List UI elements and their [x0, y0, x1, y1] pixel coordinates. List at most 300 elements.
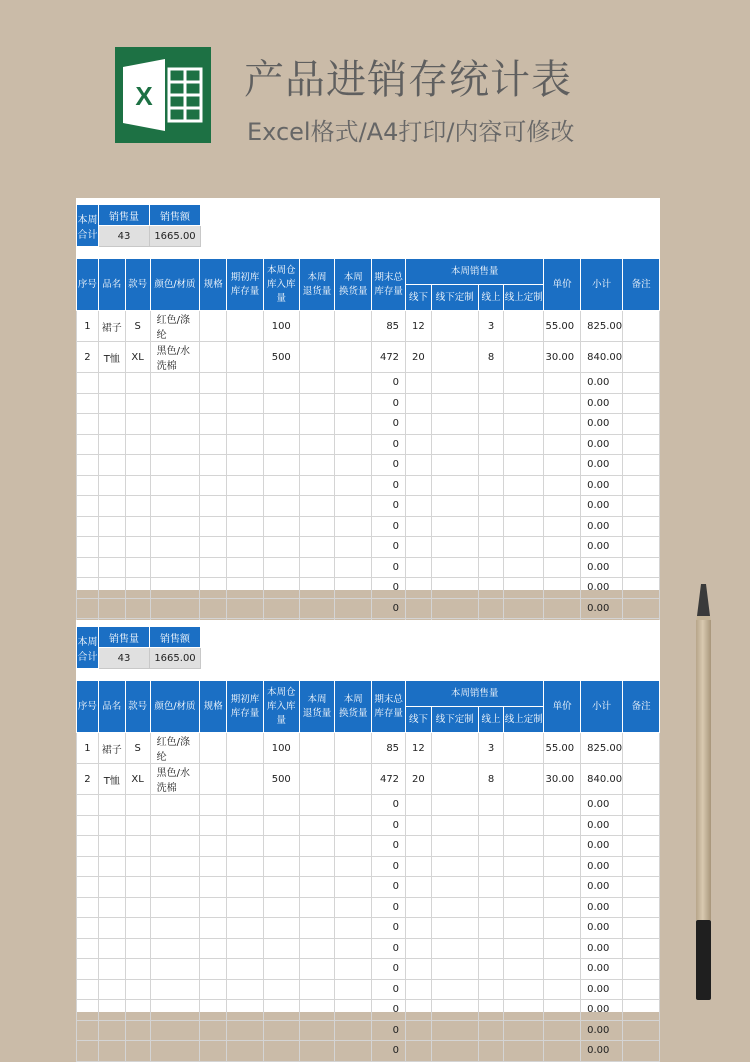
cell-name	[98, 836, 125, 857]
cell-offline-custom	[431, 578, 478, 599]
cell-model	[125, 938, 150, 959]
cell-opening	[227, 1000, 264, 1021]
cell-note	[623, 795, 660, 816]
cell-returns	[299, 475, 335, 496]
cell-note	[623, 856, 660, 877]
col-spec: 规格	[200, 259, 227, 311]
cell-exchange	[335, 475, 372, 496]
cell-spec	[200, 496, 227, 517]
cell-unit-price	[544, 1020, 581, 1041]
cell-seq	[77, 1000, 99, 1021]
cell-online	[478, 557, 504, 578]
cell-subtotal: 825.00	[581, 311, 623, 342]
cell-spec	[200, 959, 227, 980]
cell-unit-price	[544, 414, 581, 435]
cell-exchange	[335, 455, 372, 476]
cell-opening	[227, 373, 264, 394]
cell-online-custom	[504, 764, 544, 795]
sales-amount-value: 1665.00	[150, 648, 201, 669]
table-row	[77, 393, 660, 414]
sales-qty-value: 43	[99, 648, 150, 669]
cell-returns	[299, 516, 335, 537]
cell-color	[150, 475, 200, 496]
cell-spec	[200, 733, 227, 764]
cell-online-custom	[504, 475, 544, 496]
cell-subtotal: 0.00	[581, 836, 623, 857]
cell-exchange	[335, 733, 372, 764]
cell-model: S	[125, 311, 150, 342]
cell-online	[478, 414, 504, 435]
cell-online	[478, 598, 504, 619]
cell-name	[98, 815, 125, 836]
cell-color	[150, 836, 200, 857]
cell-online	[478, 516, 504, 537]
col-closing-line: 库存量	[374, 707, 403, 719]
cell-offline-custom	[431, 311, 478, 342]
page-title: 产品进销存统计表	[244, 57, 572, 103]
col-exchange	[335, 259, 372, 311]
cell-closing: 0	[372, 598, 406, 619]
cell-offline	[406, 496, 432, 517]
col-subtotal: 小计	[581, 259, 623, 311]
cell-color	[150, 516, 200, 537]
table-row	[77, 414, 660, 435]
cell-unit-price	[544, 856, 581, 877]
cell-inbound: 500	[263, 764, 299, 795]
cell-closing: 0	[372, 537, 406, 558]
cell-color	[150, 897, 200, 918]
cell-seq	[77, 877, 99, 898]
cell-online-custom	[504, 918, 544, 939]
cell-returns	[299, 918, 335, 939]
sales-amount-label: 销售额	[150, 627, 201, 648]
cell-inbound	[263, 516, 299, 537]
cell-online-custom	[504, 979, 544, 1000]
sales-amount-value: 1665.00	[150, 226, 201, 247]
cell-color	[150, 537, 200, 558]
cell-subtotal: 0.00	[581, 516, 623, 537]
cell-opening	[227, 764, 264, 795]
cell-offline	[406, 516, 432, 537]
cell-spec	[200, 414, 227, 435]
cell-unit-price	[544, 1000, 581, 1021]
col-seq: 序号	[77, 259, 99, 311]
cell-opening	[227, 393, 264, 414]
cell-online-custom	[504, 516, 544, 537]
cell-unit-price: 30.00	[544, 342, 581, 373]
cell-subtotal: 0.00	[581, 496, 623, 517]
cell-subtotal: 0.00	[581, 877, 623, 898]
cell-offline-custom	[431, 764, 478, 795]
cell-online-custom	[504, 537, 544, 558]
cell-online-custom	[504, 496, 544, 517]
cell-exchange	[335, 373, 372, 394]
cell-subtotal: 0.00	[581, 959, 623, 980]
sales-qty-label: 销售量	[99, 627, 150, 648]
cell-offline-custom	[431, 475, 478, 496]
cell-opening	[227, 557, 264, 578]
cell-inbound	[263, 537, 299, 558]
cell-online-custom	[504, 598, 544, 619]
cell-note	[623, 342, 660, 373]
col-note: 备注	[623, 681, 660, 733]
cell-color	[150, 979, 200, 1000]
cell-inbound	[263, 557, 299, 578]
cell-model	[125, 959, 150, 980]
cell-online	[478, 979, 504, 1000]
cell-online-custom	[504, 557, 544, 578]
col-seq: 序号	[77, 681, 99, 733]
table-row	[77, 938, 660, 959]
cell-offline: 12	[406, 733, 432, 764]
cell-note	[623, 434, 660, 455]
cell-closing: 85	[372, 733, 406, 764]
cell-unit-price	[544, 897, 581, 918]
col-color: 颜色/材质	[150, 681, 200, 733]
cell-note	[623, 764, 660, 795]
cell-subtotal: 0.00	[581, 856, 623, 877]
cell-closing: 0	[372, 516, 406, 537]
cell-opening	[227, 578, 264, 599]
cell-inbound	[263, 918, 299, 939]
cell-name	[98, 877, 125, 898]
col-inbound	[263, 681, 299, 733]
cell-opening	[227, 733, 264, 764]
col-color: 颜色/材质	[150, 259, 200, 311]
cell-seq: 2	[77, 342, 99, 373]
cell-unit-price: 55.00	[544, 311, 581, 342]
col-offline: 线下	[406, 285, 432, 311]
cell-exchange	[335, 578, 372, 599]
inventory-table	[76, 258, 660, 640]
cell-subtotal: 0.00	[581, 475, 623, 496]
cell-subtotal: 0.00	[581, 815, 623, 836]
cell-color	[150, 434, 200, 455]
cell-name	[98, 918, 125, 939]
cell-online: 8	[478, 764, 504, 795]
col-returns-line: 退货量	[302, 707, 332, 719]
cell-seq	[77, 516, 99, 537]
cell-closing: 0	[372, 475, 406, 496]
cell-spec	[200, 516, 227, 537]
cell-subtotal: 0.00	[581, 1000, 623, 1021]
cell-closing: 472	[372, 764, 406, 795]
cell-online	[478, 373, 504, 394]
cell-name	[98, 1000, 125, 1021]
cell-offline	[406, 836, 432, 857]
week-total-label-line: 本周	[77, 214, 98, 226]
col-name: 品名	[98, 681, 125, 733]
cell-inbound: 100	[263, 311, 299, 342]
cell-returns	[299, 537, 335, 558]
cell-exchange	[335, 342, 372, 373]
cell-inbound	[263, 897, 299, 918]
cell-color: 红色/涤纶	[150, 733, 200, 764]
cell-exchange	[335, 897, 372, 918]
cell-seq: 1	[77, 733, 99, 764]
cell-model: S	[125, 733, 150, 764]
cell-color	[150, 815, 200, 836]
cell-unit-price	[544, 938, 581, 959]
cell-inbound: 500	[263, 342, 299, 373]
cell-offline-custom	[431, 393, 478, 414]
cell-offline-custom	[431, 516, 478, 537]
col-offline-custom: 线下定制	[431, 707, 478, 733]
cell-closing: 0	[372, 877, 406, 898]
cell-note	[623, 979, 660, 1000]
cell-online-custom	[504, 856, 544, 877]
cell-exchange	[335, 414, 372, 435]
cell-returns	[299, 959, 335, 980]
cell-spec	[200, 311, 227, 342]
cell-opening	[227, 414, 264, 435]
cell-returns	[299, 938, 335, 959]
cell-closing: 0	[372, 373, 406, 394]
table-row	[77, 795, 660, 816]
sheet-preview-1	[76, 198, 660, 614]
cell-exchange	[335, 938, 372, 959]
cell-closing: 0	[372, 856, 406, 877]
cell-exchange	[335, 877, 372, 898]
cell-seq	[77, 959, 99, 980]
cell-inbound	[263, 475, 299, 496]
col-unit-price: 单价	[544, 681, 581, 733]
cell-online	[478, 815, 504, 836]
cell-returns	[299, 733, 335, 764]
col-inbound-line: 本周仓	[267, 264, 296, 276]
cell-closing: 0	[372, 393, 406, 414]
cell-subtotal: 840.00	[581, 764, 623, 795]
table-row	[77, 815, 660, 836]
cell-seq	[77, 795, 99, 816]
cell-offline: 20	[406, 342, 432, 373]
cell-model	[125, 373, 150, 394]
col-online-custom: 线上定制	[504, 285, 544, 311]
cell-subtotal: 0.00	[581, 578, 623, 599]
cell-color	[150, 393, 200, 414]
cell-offline-custom	[431, 537, 478, 558]
cell-closing: 0	[372, 795, 406, 816]
cell-inbound	[263, 414, 299, 435]
sheet-preview-2	[76, 620, 660, 1057]
cell-returns	[299, 795, 335, 816]
summary-table	[76, 204, 201, 247]
cell-unit-price	[544, 877, 581, 898]
cell-color	[150, 1020, 200, 1041]
cell-online	[478, 475, 504, 496]
col-spec: 规格	[200, 681, 227, 733]
cell-seq: 2	[77, 764, 99, 795]
col-exchange-line: 本周	[343, 693, 363, 705]
table-row	[77, 1020, 660, 1041]
col-returns-line: 本周	[307, 693, 327, 705]
week-total-label	[77, 627, 99, 669]
col-inbound-line: 库入库	[267, 700, 296, 712]
cell-opening	[227, 938, 264, 959]
cell-seq	[77, 393, 99, 414]
cell-opening	[227, 897, 264, 918]
table-row	[77, 342, 660, 373]
cell-subtotal: 0.00	[581, 938, 623, 959]
cell-inbound	[263, 455, 299, 476]
col-inbound-line: 本周仓	[267, 686, 296, 698]
cell-offline-custom	[431, 959, 478, 980]
cell-note	[623, 1041, 660, 1062]
cell-name	[98, 938, 125, 959]
col-subtotal: 小计	[581, 681, 623, 733]
cell-returns	[299, 764, 335, 795]
cell-opening	[227, 918, 264, 939]
cell-online	[478, 938, 504, 959]
cell-name	[98, 1020, 125, 1041]
cell-spec	[200, 897, 227, 918]
col-weekly-sales: 本周销售量	[406, 681, 544, 707]
cell-opening	[227, 795, 264, 816]
week-total-label-line: 合计	[77, 651, 98, 663]
cell-model	[125, 578, 150, 599]
cell-name: 裙子	[98, 311, 125, 342]
cell-seq	[77, 496, 99, 517]
cell-seq	[77, 373, 99, 394]
cell-online	[478, 856, 504, 877]
cell-exchange	[335, 537, 372, 558]
cell-closing: 0	[372, 897, 406, 918]
cell-model	[125, 475, 150, 496]
sales-qty-label: 销售量	[99, 205, 150, 226]
col-online: 线上	[478, 707, 504, 733]
cell-offline	[406, 938, 432, 959]
cell-online-custom	[504, 877, 544, 898]
cell-opening	[227, 455, 264, 476]
cell-online-custom	[504, 1041, 544, 1062]
cell-returns	[299, 414, 335, 435]
cell-offline-custom	[431, 1041, 478, 1062]
table-row	[77, 455, 660, 476]
cell-inbound: 100	[263, 733, 299, 764]
cell-online-custom	[504, 795, 544, 816]
cell-returns	[299, 342, 335, 373]
cell-spec	[200, 1041, 227, 1062]
cell-name	[98, 414, 125, 435]
cell-seq	[77, 434, 99, 455]
cell-subtotal: 0.00	[581, 537, 623, 558]
cell-unit-price	[544, 795, 581, 816]
col-opening-line: 库存量	[230, 285, 260, 297]
cell-note	[623, 836, 660, 857]
svg-text:X: X	[135, 81, 153, 111]
cell-exchange	[335, 1020, 372, 1041]
cell-offline	[406, 393, 432, 414]
cell-model	[125, 877, 150, 898]
cell-offline	[406, 414, 432, 435]
cell-offline-custom	[431, 414, 478, 435]
cell-spec	[200, 557, 227, 578]
cell-name	[98, 795, 125, 816]
cell-offline	[406, 959, 432, 980]
table-row	[77, 1041, 660, 1062]
cell-online	[478, 836, 504, 857]
cell-seq	[77, 856, 99, 877]
cell-opening	[227, 537, 264, 558]
col-note: 备注	[623, 259, 660, 311]
cell-opening	[227, 877, 264, 898]
cell-offline	[406, 475, 432, 496]
cell-model	[125, 1041, 150, 1062]
cell-online-custom	[504, 959, 544, 980]
cell-note	[623, 938, 660, 959]
col-returns	[299, 681, 335, 733]
cell-offline-custom	[431, 877, 478, 898]
cell-closing: 0	[372, 918, 406, 939]
cell-subtotal: 0.00	[581, 1041, 623, 1062]
cell-offline: 12	[406, 311, 432, 342]
cell-model	[125, 815, 150, 836]
cell-closing: 0	[372, 455, 406, 476]
cell-online	[478, 393, 504, 414]
cell-exchange	[335, 1041, 372, 1062]
cell-inbound	[263, 938, 299, 959]
col-exchange-line: 换货量	[339, 285, 368, 297]
cell-seq	[77, 918, 99, 939]
cell-online-custom	[504, 733, 544, 764]
cell-returns	[299, 836, 335, 857]
cell-note	[623, 897, 660, 918]
cell-offline-custom	[431, 496, 478, 517]
cell-seq	[77, 1020, 99, 1041]
cell-spec	[200, 856, 227, 877]
cell-seq	[77, 1041, 99, 1062]
cell-model: XL	[125, 764, 150, 795]
cell-online-custom	[504, 393, 544, 414]
cell-unit-price	[544, 598, 581, 619]
cell-spec	[200, 578, 227, 599]
cell-spec	[200, 537, 227, 558]
cell-unit-price	[544, 815, 581, 836]
cell-exchange	[335, 836, 372, 857]
cell-name	[98, 959, 125, 980]
cell-subtotal: 0.00	[581, 373, 623, 394]
table-row	[77, 557, 660, 578]
cell-offline-custom	[431, 342, 478, 373]
sales-qty-value: 43	[99, 226, 150, 247]
col-model: 款号	[125, 259, 150, 311]
cell-model	[125, 393, 150, 414]
cell-closing: 0	[372, 578, 406, 599]
cell-online	[478, 959, 504, 980]
col-unit-price: 单价	[544, 259, 581, 311]
cell-note	[623, 918, 660, 939]
cell-name: 裙子	[98, 733, 125, 764]
cell-subtotal: 0.00	[581, 414, 623, 435]
cell-offline-custom	[431, 836, 478, 857]
cell-offline-custom	[431, 918, 478, 939]
cell-returns	[299, 311, 335, 342]
cell-seq	[77, 979, 99, 1000]
table-row	[77, 475, 660, 496]
cell-returns	[299, 1000, 335, 1021]
col-model: 款号	[125, 681, 150, 733]
cell-offline-custom	[431, 434, 478, 455]
cell-returns	[299, 496, 335, 517]
cell-closing: 0	[372, 979, 406, 1000]
cell-spec	[200, 877, 227, 898]
cell-offline	[406, 373, 432, 394]
pencil-icon	[684, 580, 724, 1010]
cell-opening	[227, 475, 264, 496]
cell-subtotal: 0.00	[581, 1020, 623, 1041]
cell-opening	[227, 496, 264, 517]
cell-unit-price	[544, 1041, 581, 1062]
